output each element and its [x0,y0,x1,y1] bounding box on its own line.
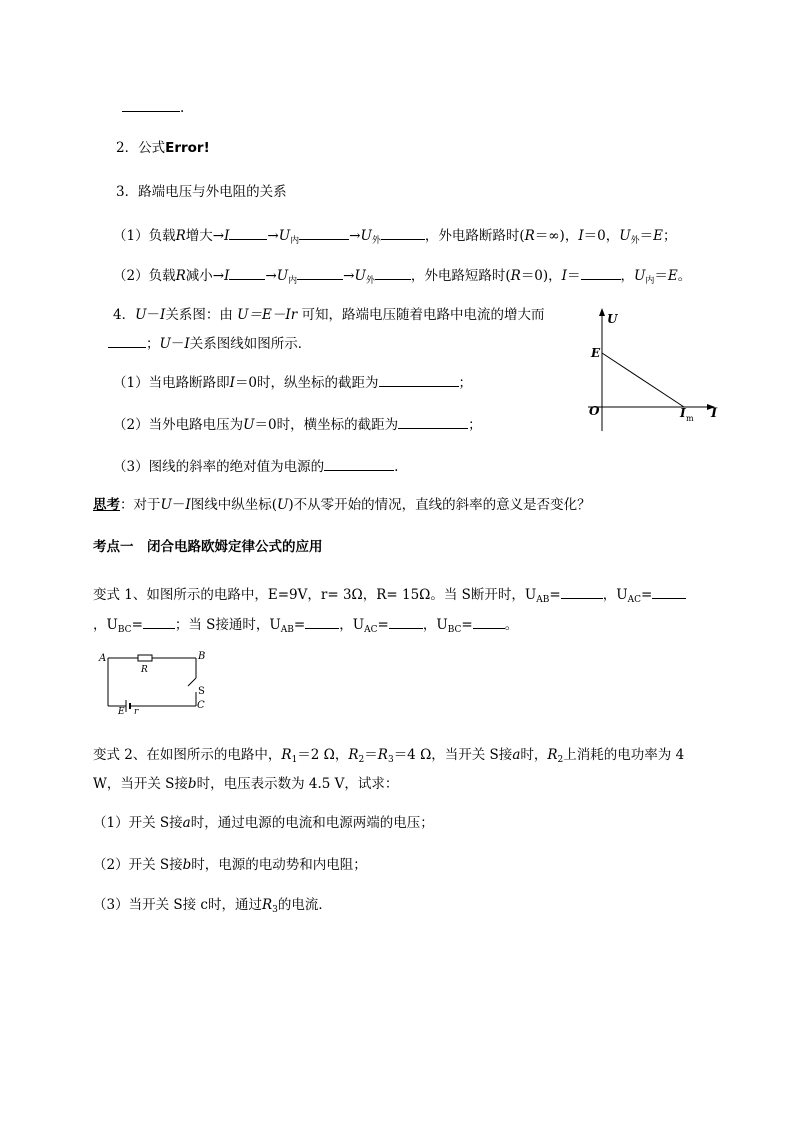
t: 时，通过电源的电流和电源两端的电压； [190,815,434,831]
var-r: R [175,228,186,244]
t: = [293,617,306,633]
t: W，当开关 S接 [93,776,188,792]
t: ＝0时，横坐标的截距为 [254,417,399,433]
var1-line2 [93,614,518,639]
item-3-title [116,183,287,201]
t: = [377,617,389,633]
var-u: U [243,417,255,433]
t: 图线中纵坐标( [190,497,278,513]
sub: AB [280,625,294,635]
var-i: I [561,268,568,284]
t: （2）当外电路电压为 [113,417,244,433]
t: 减小→ [185,268,225,284]
resistor-icon [138,655,152,661]
t: 关系图线如图所示． [189,336,312,352]
blank [561,584,603,599]
sub: 内 [290,236,300,246]
var-r: R [175,268,186,284]
t: b [187,776,197,792]
im-sub: m [686,414,694,423]
blank [389,614,423,629]
sub: 3 [387,755,394,765]
t: ＝2 Ω， [297,747,349,763]
t: 变式 1、如图所示的电路中，E=9V，r= 3Ω，R= 15Ω。当 S断开时，U [93,587,537,603]
label-e: E [118,707,125,717]
t: a [512,747,521,763]
blank [108,333,146,348]
o-label: O [589,404,600,418]
t: = [641,587,653,603]
t: （2）开关 S接 [93,857,183,873]
var-u: U [619,228,631,244]
blank [305,614,339,629]
var-i: I [185,497,191,513]
t: ＝0， [583,228,620,244]
var-r: R [510,268,521,284]
ui-line [602,353,684,407]
sub: 内 [288,276,298,286]
t: 。 [504,617,519,633]
var-e: E [667,268,678,284]
t: ； [146,336,160,352]
label-r: R [141,665,148,675]
t: ＝0)， [520,268,562,284]
blank [299,225,349,240]
t: ； [458,375,473,391]
label-a: A [99,653,107,664]
var2-line1 [93,746,684,769]
item-3-p1 [113,225,677,250]
t: （1）负载 [113,228,176,244]
item-2 [116,139,210,157]
ans-3 [93,896,332,919]
t: ，U [602,587,628,603]
label-b: B [198,651,206,662]
t: ＝∞)， [534,228,579,244]
t: 上消耗的电功率为 4 [563,747,685,763]
t: I [159,307,166,323]
t: （1）当电路断路即 [113,375,230,391]
t: 的电流． [277,897,332,913]
t: ＝ [639,228,654,244]
sub: 外 [630,236,640,246]
t: b [182,857,192,873]
sub: AC [364,625,378,635]
think-label: 思考 [93,497,120,513]
t: → [349,228,361,244]
t: 时， [520,747,548,763]
t: R [348,747,359,763]
t: ，U [339,617,365,633]
blank [398,414,468,429]
t: ； [468,417,482,433]
t: R [377,747,388,763]
u-axis-arrow-icon [599,308,605,316]
t: R [547,747,558,763]
sub: AC [627,595,641,605]
t: 。 [677,268,692,284]
text: 3．路端电压与外电阻的关系 [116,184,287,200]
t: ＝ [567,268,581,284]
t: R [281,747,292,763]
blank [297,265,343,280]
sub: 2 [557,755,564,765]
sub: 外 [371,236,381,246]
var1-line1 [93,584,686,609]
t: ＝4 Ω，当开关 S接 [393,747,513,763]
t: ＝ [364,747,378,763]
q2 [113,414,482,434]
blank [381,225,425,240]
blank [229,225,267,240]
t: a [182,815,191,831]
q1 [113,372,472,392]
sub: BC [447,625,462,635]
t: → [267,228,279,244]
var-i: I [578,228,584,244]
blank [324,456,394,471]
t: ： [120,497,134,513]
t: 时，电压表示数为 4.5 V，试求： [196,776,399,792]
t: 4． [113,307,136,323]
blank [581,265,621,280]
t: 关系图：由 [165,307,233,323]
i-label: I [711,406,718,421]
section-title [93,538,323,556]
sub: AB [536,595,550,605]
t: （3）当开关 S接 c时，通过 [93,897,262,913]
var-u: U [276,268,289,284]
t: ＝0时，纵坐标的截距为 [234,375,379,391]
t: ，外电路断路时( [424,228,525,244]
t: U [135,307,147,323]
sub: 3 [272,905,278,915]
t: ； [663,228,677,244]
t: ，U [422,617,448,633]
t: 时，电源的电动势和内电阻； [191,857,367,873]
blank [229,265,265,280]
var-u: U [277,497,289,513]
label-s: S [198,686,205,697]
im-label: I [680,406,686,420]
ui-graph [580,305,730,435]
t: . [394,459,399,475]
var-i: I [184,336,190,352]
var-u: U [354,268,366,284]
think: 思考：对于U－I图线中纵坐标(U)不从零开始的情况，直线的斜率的意义是否变化？ [93,497,591,513]
t: 增大→ [185,228,225,244]
t: 变式 2、在如图所示的电路中， [93,747,282,763]
var-u: U [160,497,172,513]
t: ，外电路短路时( [410,268,511,284]
sub: BC [117,625,132,635]
t: = [549,587,561,603]
var-u: U [360,228,372,244]
t: ；当 S接通时，U [174,617,281,633]
ans-2 [93,856,367,874]
t: → [265,268,277,284]
t: = [131,617,143,633]
circuit-diagram [90,648,220,718]
blank [122,97,180,112]
var-u: U [634,268,646,284]
t: （1）开关 S接 [93,815,183,831]
item-3-p2 [113,265,691,290]
blank [375,265,411,280]
var-u: U [159,336,171,352]
var-u: U [278,228,291,244]
item-4 [113,306,544,324]
var-i: I [224,228,230,244]
q3 [113,456,398,476]
blank [473,614,505,629]
t: )不从零开始的情况，直线的斜率的意义是否变化？ [288,497,591,513]
var-e: E [653,228,664,244]
var-r: R [524,228,535,244]
sub: 外 [365,276,375,286]
t: － [146,307,160,323]
var-i: I [224,268,230,284]
sub: 内 [645,276,655,286]
t: ＝ [654,268,668,284]
error-text: Error! [165,140,210,156]
var-i: I [229,375,235,391]
t: ，U [93,617,118,633]
sub: 2 [358,755,365,765]
t: 可知，路端电压随着电路中电流的增大而 [301,307,545,323]
t: → [343,268,355,284]
t: 考点一 闭合电路欧姆定律公式的应用 [93,539,323,555]
e-label: E [591,346,601,360]
label-c: C [197,700,205,711]
ans-1 [93,814,434,832]
blank [652,584,686,599]
equation: U＝E－Ir [237,307,298,323]
sub: 1 [291,755,298,765]
blank [379,372,459,387]
var2-line2 [93,775,398,793]
blank [143,614,175,629]
line-top [122,97,184,117]
t: R [261,897,273,913]
t: （3）图线的斜率的绝对值为电源的 [113,459,325,475]
label-r-small: r [134,707,139,717]
text: . [180,100,185,116]
switch-icon [188,678,196,686]
t: （2）负载 [113,268,176,284]
item-4-cont: ；U－I关系图线如图所示． [108,333,311,353]
text: 2．公式 [116,140,166,156]
t: ， [620,268,635,284]
t: = [461,617,473,633]
t: 对于 [133,497,161,513]
u-label: U [607,312,618,326]
